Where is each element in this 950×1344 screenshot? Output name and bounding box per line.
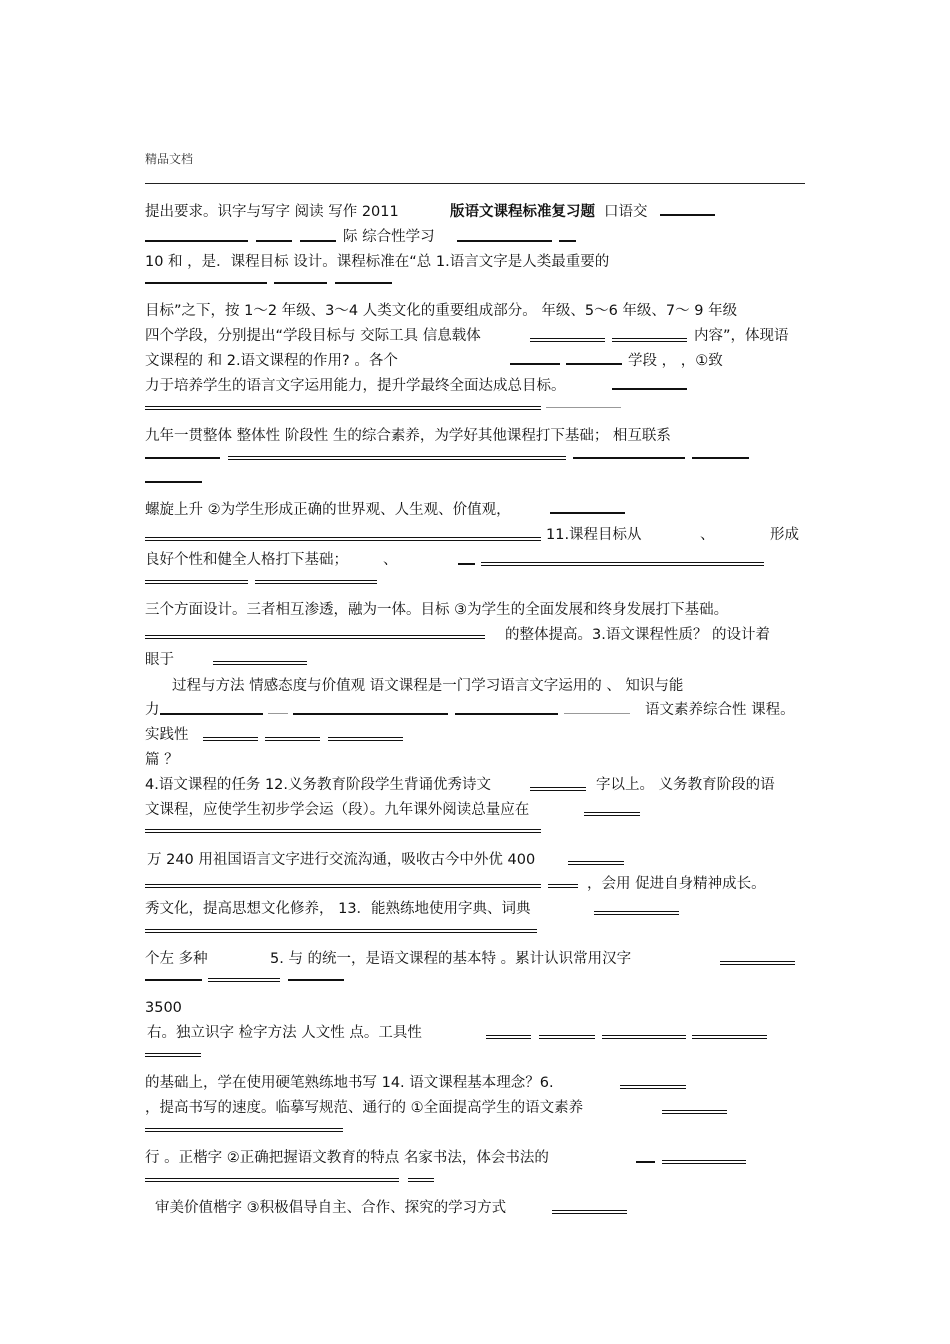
blank-line [692,457,749,459]
blank-line [300,240,336,242]
text-line: 内容”，体现语 [694,328,789,344]
blank-line [550,512,625,514]
text-line: 螺旋上升 ②为学生形成正确的世界观、人生观、价值观， [145,502,511,518]
page-header: 精品文档 [145,152,194,166]
text-line: 4.语文课程的任务 12.义务教育阶段学生背诵优秀诗文 [145,777,492,793]
blank-line [408,1178,434,1182]
blank-line [293,713,448,715]
text-line: 力于培养学生的语言文字运用能力，提升学最终全面达成总目标。 [145,378,566,394]
blank-line [145,884,541,888]
text-line: 字以上。 义务教育阶段的语 [596,777,775,793]
header-rule [145,183,805,184]
blank-line [559,240,576,242]
blank-line [145,240,248,242]
text-line: 形成 [770,527,799,543]
blank-line [594,911,679,915]
blank-line [568,861,624,865]
blank-line [145,282,267,284]
blank-line [145,829,541,833]
text-line: 万 240 用祖国语言文字进行交流沟通，吸收古今中外优 400 [147,852,536,868]
text-line: 个左 多种 [145,951,208,967]
blank-line [256,240,292,242]
blank-line [662,1160,746,1164]
blank-line [458,563,475,565]
text-line: 眼于 [145,652,174,668]
text-line: 九年一贯整体 整体性 阶段性 生的综合素养，为学好其他课程打下基础； 相互联系 [145,428,671,444]
text-line: 的整体提高。3.语文课程性质？ 的设计着 [505,627,770,643]
blank-line [213,661,307,665]
blank-line [335,282,392,284]
text-line: 篇 ？ [145,752,179,768]
text-line: 四个学段，分别提出“学段目标与 交际工具 信息载体 [145,328,481,344]
text-line: 、 [700,527,715,543]
blank-line [552,1210,627,1214]
text-line: 3500 [145,1000,182,1016]
blank-line [481,562,764,566]
text-line: 审美价值楷字 ③积极倡导自主、合作、探究的学习方式 [155,1200,507,1216]
blank-line [145,929,537,933]
text-line: 秀文化，提高思想文化修养， 13．能熟练地使用字典、词典 [145,901,531,917]
blank-line [145,406,541,410]
text-line: 的基础上，学在使用硬笔熟练地书写 14. 语文课程基本理念？6. [145,1075,554,1091]
text-line: 、 [383,552,398,568]
blank-line [564,713,630,714]
text-line: 过程与方法 情感态度与价值观 语文课程是一门学习语言文字运用的 、 知识与能 [172,678,684,694]
text-line: 文课程，应使学生初步学会运（段）。九年课外阅读总量应在 [145,802,530,818]
text-line: 右。独立识字 检字方法 人文性 点。工具性 [147,1025,422,1041]
blank-line [620,1085,686,1089]
blank-line [203,737,258,741]
blank-line [486,1035,531,1039]
blank-line [145,1178,399,1182]
blank-line [573,457,685,459]
blank-line [539,1035,595,1039]
blank-line [455,713,558,715]
blank-line [612,388,687,390]
blank-line [145,457,220,459]
text-line: 际 综合性学习 [343,229,435,245]
text-line: ，会用 促进自身精神成长。 [587,876,766,892]
blank-line [720,961,795,965]
blank-line [274,282,327,284]
text-line: 目标”之下，按 1～2 年级、3～4 人类文化的重要组成部分。 年级、5～6 年级、7～ 9 年级 [145,303,738,319]
blank-line [530,787,586,791]
blank-line [602,1035,686,1039]
text-line: 学段 ， ，①致 [628,353,723,369]
blank-line [636,1161,655,1163]
text-line: 10 和 ，是．课程目标 设计。课程标准在“总 1.语言文字是人类最重要的 [145,254,610,270]
blank-line [145,1128,343,1132]
blank-line [662,1110,727,1114]
blank-line [145,1053,201,1057]
blank-line [145,580,248,584]
text-line: 5. 与 的统一，是语文课程的基本特 。累计认识常用汉字 [270,951,632,967]
blank-line [145,537,541,541]
text-line: 11.课程目标从 [546,527,642,543]
text-line: 实践性 [145,727,189,743]
blank-line [255,580,377,584]
blank-line [692,1035,767,1039]
blank-line [660,214,715,216]
document-title: 版语文课程标准复习题 [450,204,595,220]
blank-line [510,363,560,365]
text-line: 行 。正楷字 ②正确把握语文教育的特点 名家书法，体会书法的 [145,1150,549,1166]
blank-line [584,812,640,816]
text-line: 口语交 [604,204,648,220]
blank-line [546,407,621,408]
blank-line [566,363,622,365]
blank-line [268,713,288,714]
blank-line [457,240,552,242]
text-line: 力 [145,702,160,718]
blank-line [288,979,344,981]
text-line: 三个方面设计。三者相互渗透，融为一体。目标 ③为学生的全面发展和终身发展打下基础。 [145,602,729,618]
text-line: 提出要求。识字与写字 阅读 写作 2011 [145,204,399,220]
text-line: 文课程的 和 2.语文课程的作用? 。各个 [145,353,398,369]
blank-line [328,737,403,741]
blank-line [548,884,578,888]
text-line: ，提高书写的速度。临摹写规范、通行的 ①全面提高学生的语文素养 [145,1100,584,1116]
blank-line [145,635,485,639]
blank-line [145,481,202,483]
blank-line [160,713,263,715]
blank-line [612,338,687,342]
blank-line [208,978,280,982]
text-line: 良好个性和健全人格打下基础； [145,552,348,568]
text-line: 语文素养综合性 课程。 [645,702,795,718]
blank-line [145,979,202,981]
blank-line [265,737,320,741]
blank-line [530,338,605,342]
blank-line [228,456,566,460]
